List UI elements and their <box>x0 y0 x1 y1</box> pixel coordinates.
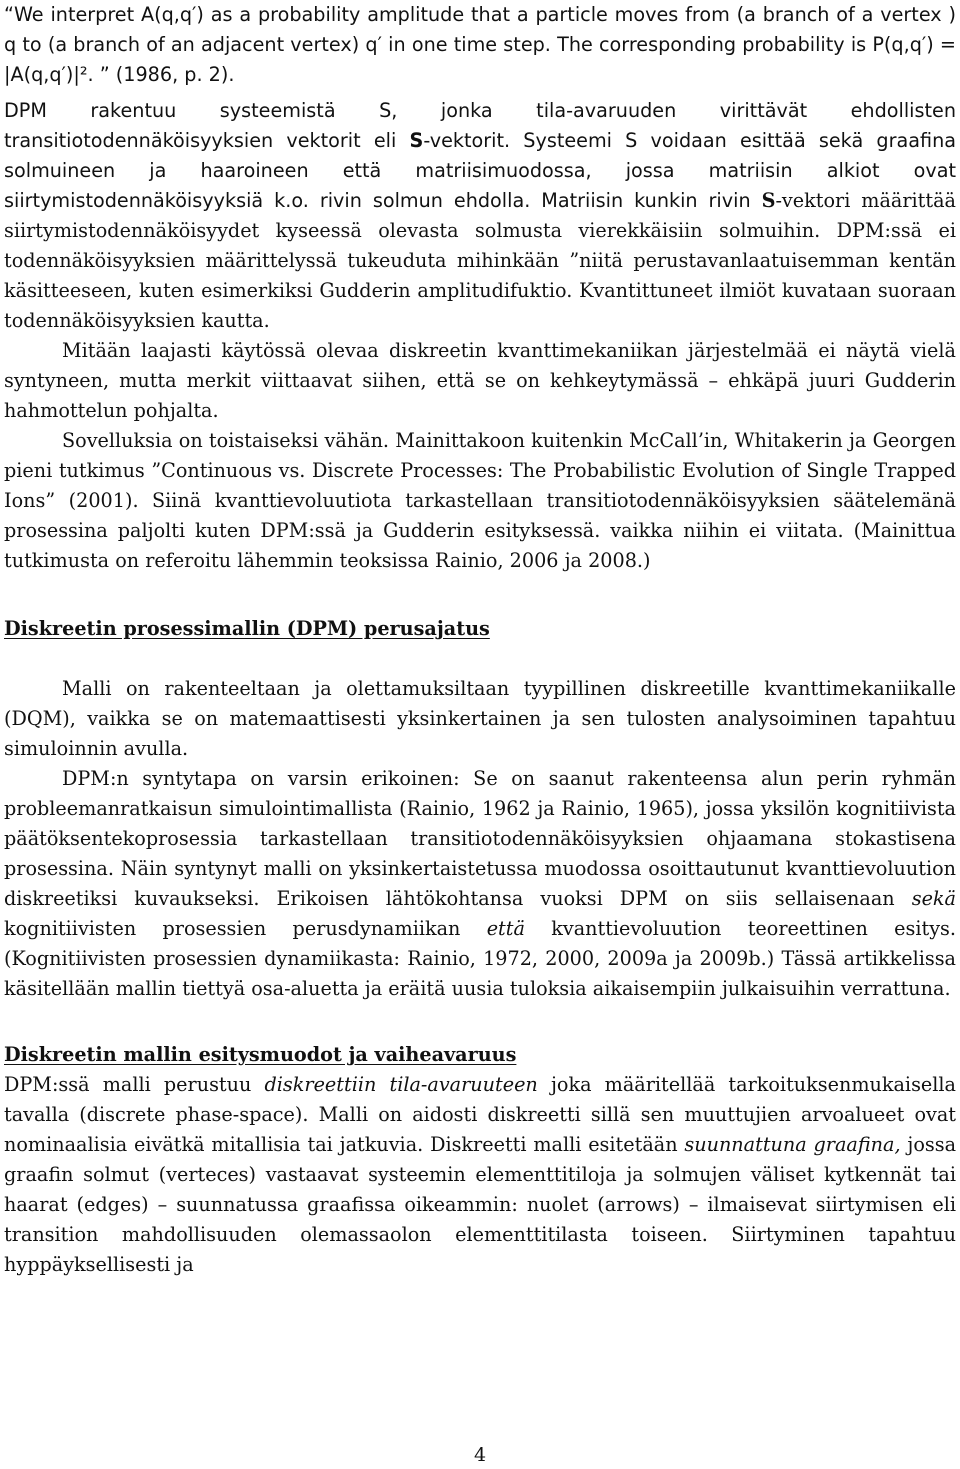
sovelluksia-paragraph: Sovelluksia on toistaiseksi vähän. Mainittakoon kuitenkin McCall’in, Whitakerin ja Georgen pieni tutkimus ”Continuous vs. Discrete Processes: The Probabilistic Evolution of Single Trapped Ions” (2001). Siinä kvanttievoluutiota tarkastellaan transitiotodennäköisyyksien säätelemänä prosessina paljolti kuten DPM:ssä ja Gudderin esityksessä. vaikka niihin ei viitata. (Mainittua tutkimusta on referoitu lähemmin teoksissa Rainio, 2006 ja 2008.) <box>4 429 956 572</box>
dpm-system-text-3: -vektori määrittää siirtymistodennäköisyydet kyseessä olevasta solmusta vierekkäisiin solmuihin. DPM:ssä ei todennäköisyyksien määrittelyssä tukeuduta mihinkään ”niitä perustavanlaatuisemman kentän käsitteeseen, kuten esimerkiksi Gudderin amplitudifuktio. Kvantittuneet ilmiöt kuvataan suoraan todennäköisyyksien kautta. <box>4 189 956 332</box>
dpm-system-text-2: -vektorit. Systeemi S voidaan esittää sekä graafina solmuineen ja haaroineen että matriisimuodossa, jossa matriisin alkiot ovat siirtymistodennäköisyyksiä k.o. rivin solmun ehdolla. Matriisin kunkin rivin <box>4 129 956 212</box>
esitys-text-1: DPM:ssä malli perustuu <box>4 1073 265 1096</box>
esitys-paragraph <box>4 1070 956 1280</box>
quote-text: “We interpret A(q,q′) as a probability amplitude that a particle moves from (a branch of a vertex ) q to (a branch of an adjacent vertex) q′ in one time step. The corresponding probability is P(q,q′) = |A(q,q′)|². ” (1986, p. 2). <box>4 3 956 86</box>
emphasis-etta: että <box>486 917 525 940</box>
syntytapa-paragraph <box>4 764 956 1004</box>
quote-paragraph <box>4 0 956 90</box>
emphasis-suunnattuna: suunnattuna graafina, <box>684 1133 901 1156</box>
syntytapa-text-1: DPM:n syntytapa on varsin erikoinen: Se on saanut rakenteensa alun perin ryhmän probleemanratkaisun simulointimallista (Rainio, 1962 ja Rainio, 1965), jossa yksilön kognitiivista päätöksentekoprosessia tarkastellaan transitiotodennäköisyyksien ohjaamana stokastisena prosessina. Näin syntynyt malli on yksinkertaistetussa muodossa osoittautunut kvanttievoluution diskreetiksi kuvaukseksi. Erikoisen lähtökohtansa vuoksi DPM on siis sellaisenaan <box>4 767 956 910</box>
mitaan-paragraph: Mitään laajasti käytössä olevaa diskreetin kvanttimekaniikan järjestelmää ei näytä vielä syntyneen, mutta merkit viittaavat siihen, että se on kehkeytymässä – ehkäpä juuri Gudderin hahmottelun pohjalta. <box>4 339 956 422</box>
dpm-system-text-1: DPM rakentuu systeemistä S, jonka tila-avaruuden virittävät ehdollisten transitiotodennäköisyyksien vektorit eli <box>4 99 956 152</box>
esitys-text-2: joka määritellää tarkoituksenmukaisella tavalla (discrete phase-space). Malli on aidosti diskreetti sillä sen muuttujien arvoalueet ovat nominaalisia eivätkä mitallisia tai jatkuvia. Diskreetti malli esitetään <box>4 1073 956 1156</box>
syntytapa-text-2: kognitiivisten prosessien perusdynamiikan <box>4 917 487 940</box>
spacer <box>4 576 956 614</box>
page-number: 4 <box>473 1444 487 1466</box>
section-heading-esitysmuodot: Diskreetin mallin esitysmuodot ja vaiheavaruus <box>4 1043 517 1066</box>
s-vector-symbol: S <box>409 129 424 152</box>
document-page <box>4 0 956 1280</box>
spacer <box>4 1004 956 1040</box>
esitys-text-3: jossa graafin solmut (verteces) vastaavat systeemin elementtitiloja ja solmujen väliset kytkennät tai haarat (edges) – suunnatussa graafissa oikeammin: nuolet (arrows) – ilmaisevat siirtymisen eli transition mahdollisuuden olemassaolon elementtitilasta toiseen. Siirtyminen tapahtuu hyppäyksellisesti ja <box>4 1133 957 1276</box>
syntytapa-text-3: kvanttievoluution teoreettinen esitys. (Kognitiivisten prosessien dynamiikasta: Rainio, 1972, 2000, 2009a ja 2009b.) Tässä artikkelissa käsitellään mallin tiettyä osa-aluetta ja eräitä uusia tuloksia aikaisempiin julkaisuihin verrattuna. <box>4 917 956 1000</box>
dpm-system-paragraph <box>4 96 956 336</box>
s-vector-symbol: S <box>761 189 776 212</box>
spacer <box>4 644 956 674</box>
emphasis-diskreettiin: diskreettiin tila-avaruuteen <box>264 1073 538 1096</box>
malli-paragraph: Malli on rakenteeltaan ja olettamuksiltaan tyypillinen diskreetille kvanttimekaniikalle (DQM), vaikka se on matemaattisesti yksinkertainen ja sen tulosten analysoiminen tapahtuu simuloinnin avulla. <box>4 677 956 760</box>
section-heading-perusajatus: Diskreetin prosessimallin (DPM) perusajatus <box>4 617 490 640</box>
emphasis-seka: sekä <box>911 887 956 910</box>
